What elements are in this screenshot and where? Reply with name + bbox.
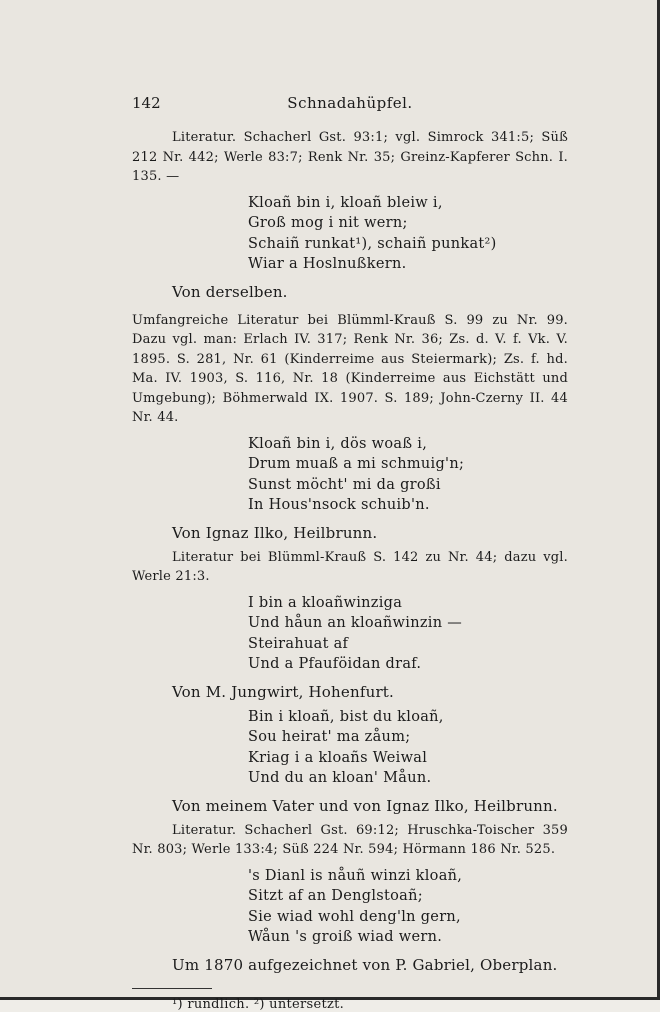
source-attribution: Von M. Jungwirt, Hohenfurt. [172, 682, 395, 701]
literature-note: Literatur bei Blümml-Krauß S. 142 zu Nr. 44; dazu vgl. Werle 21:3. [132, 549, 568, 584]
source-attribution: Um 1870 aufgezeichnet von P. Gabriel, Oberplan. [172, 955, 558, 974]
literature-note: Literatur. Schacherl Gst. 93:1; vgl. Simrock 341:5; Süß 212 Nr. 442; Werle 83:7; Renk Nr. 35; Greinz-Kapferer Schn. I. 135. — [132, 130, 568, 184]
verse-line: Steirahuat af [248, 635, 349, 652]
verse-line: Wåun 's groiß wiad wern. [248, 929, 443, 945]
verse-line: I bin a kloañwinziga [248, 594, 403, 611]
verse-stanza [132, 193, 568, 275]
verse-line: Kloañ bin i, kloañ bleiw i, [248, 194, 443, 211]
verse-line: Und håun an kloañwinzin — [248, 615, 463, 631]
verse-stanza [132, 866, 568, 948]
literature-note: Umfangreiche Literatur bei Blümml-Krauß S. 99 zu Nr. 99. Dazu vgl. man: Erlach IV. 317; Renk Nr. 36; Zs. d. V. f. Vk. V. 1895. S. 281, Nr. 61 (Kinderreime aus Steiermark); Zs. f. hd. Ma. IV. 1903, S. 116, Nr. 18 (Kinderreime aus Eichstätt und Umgebung); Böhmerwald IX. 1907. S. 189; John-Czerny II. 44 Nr. 44. [132, 312, 568, 425]
verse-line: Sitzt af an Denglstoañ; [248, 888, 423, 904]
verse-line: Sie wiad wohl deng'ln gern, [248, 908, 461, 925]
verse-line: Und du an kloan' Måun. [248, 770, 432, 786]
verse-stanza [132, 593, 568, 675]
verse-line: Groß mog i nit wern; [248, 215, 408, 231]
verse-line: Kloañ bin i, dös woaß i, [248, 435, 428, 452]
source-attribution: Von derselben. [172, 282, 288, 301]
literature-note: Literatur. Schacherl Gst. 69:12; Hruschka-Toischer 359 Nr. 803; Werle 133:4; Süß 224 Nr. 594; Hörmann 186 Nr. 525. [132, 822, 568, 857]
verse-line: Drum muaß a mi schmuig'n; [248, 456, 465, 472]
verse-stanza [132, 434, 568, 516]
footnotes: ¹) rundlich. ²) untersetzt. [172, 996, 345, 1012]
verse-line: Kriag i a kloañs Weiwal [248, 749, 428, 766]
verse-line: Sunst möcht' mi da großi [248, 476, 441, 493]
verse-line: In Hous'nsock schuib'n. [248, 497, 430, 513]
running-title: Schnadahüpfel. [287, 94, 413, 112]
verse-line: Bin i kloañ, bist du kloañ, [248, 708, 444, 725]
verse-line: Schaiñ runkat¹), schaiñ punkat²) [248, 235, 497, 252]
footnote-divider [132, 988, 212, 989]
verse-line: Und a Pfauföidan draf. [248, 656, 422, 672]
verse-line: Wiar a Hoslnußkern. [248, 256, 407, 272]
source-attribution: Von Ignaz Ilko, Heilbrunn. [172, 523, 378, 542]
page-body [132, 128, 568, 1012]
verse-line: 's Dianl is nåuñ winzi kloañ, [248, 867, 463, 884]
verse-stanza [132, 707, 568, 789]
source-attribution: Von meinem Vater und von Ignaz Ilko, Heilbrunn. [172, 796, 558, 815]
verse-line: Sou heirat' ma zåum; [248, 729, 411, 745]
page-number: 142 [132, 94, 161, 112]
